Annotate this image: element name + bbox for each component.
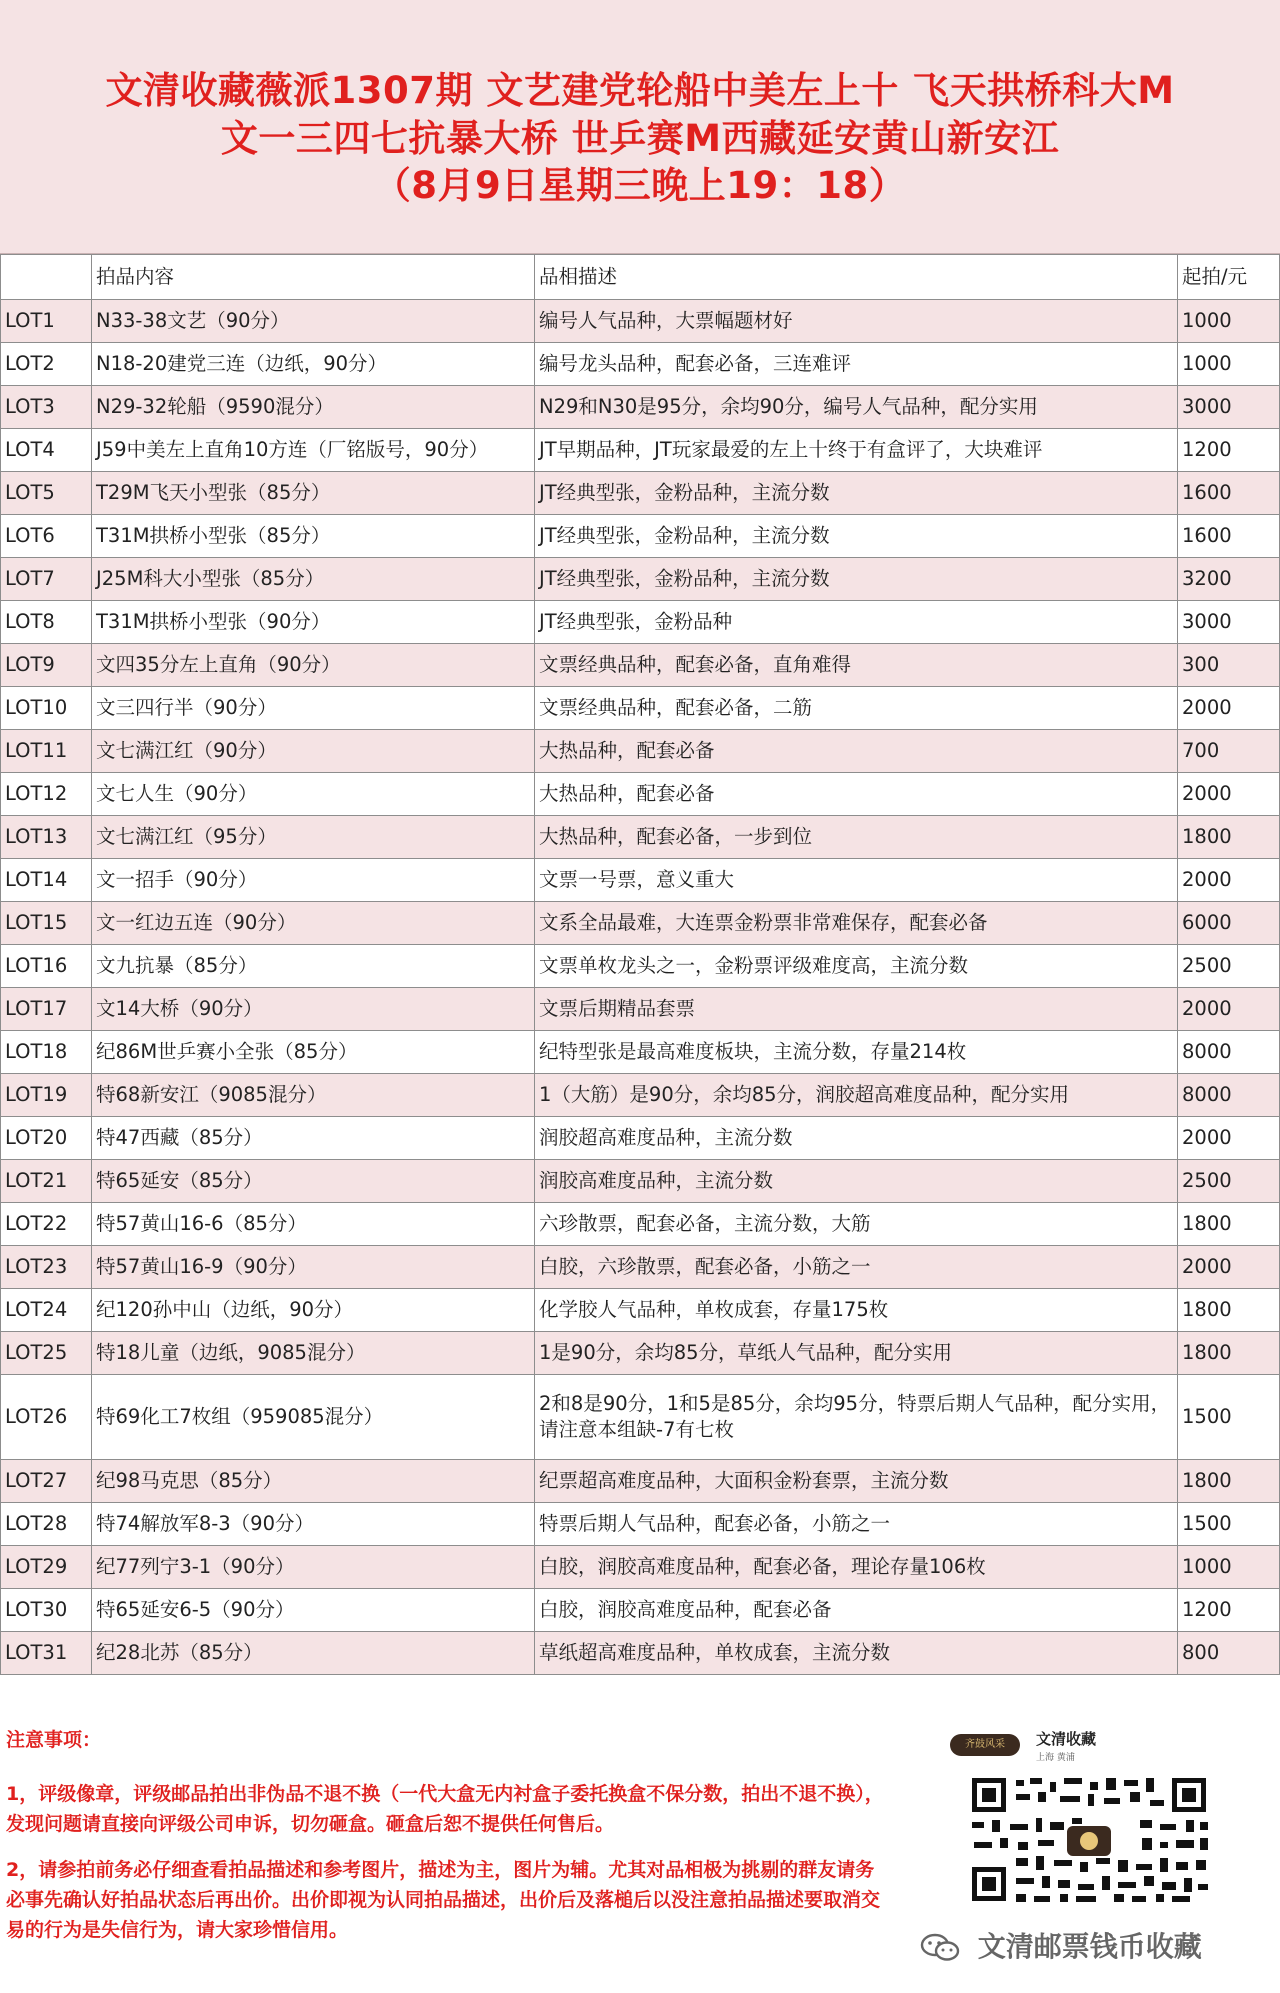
watermark-text: 文清邮票钱币收藏 bbox=[977, 1930, 1202, 1963]
cell-price: 1200 bbox=[1178, 429, 1280, 472]
cell-lot: LOT4 bbox=[1, 429, 92, 472]
wechat-icon bbox=[920, 1932, 960, 1964]
cell-item: 文七满江红（90分） bbox=[92, 730, 535, 773]
table-row bbox=[1, 1074, 1280, 1117]
cell-item: N18-20建党三连（边纸，90分） bbox=[92, 343, 535, 386]
cell-lot: LOT14 bbox=[1, 859, 92, 902]
lot-table bbox=[0, 254, 1280, 1675]
table-row bbox=[1, 1460, 1280, 1503]
table-row bbox=[1, 1546, 1280, 1589]
cell-lot: LOT7 bbox=[1, 558, 92, 601]
cell-price: 2000 bbox=[1178, 1246, 1280, 1289]
cell-item: J59中美左上直角10方连（厂铭版号，90分） bbox=[92, 429, 535, 472]
cell-desc: 文票单枚龙头之一，金粉票评级难度高，主流分数 bbox=[535, 945, 1178, 988]
cell-lot: LOT30 bbox=[1, 1589, 92, 1632]
table-row bbox=[1, 558, 1280, 601]
table-row bbox=[1, 988, 1280, 1031]
table-row bbox=[1, 1117, 1280, 1160]
table-row bbox=[1, 945, 1280, 988]
cell-lot: LOT23 bbox=[1, 1246, 92, 1289]
table-row bbox=[1, 1289, 1280, 1332]
cell-price: 1800 bbox=[1178, 1289, 1280, 1332]
table-row bbox=[1, 773, 1280, 816]
title-line-2: 文一三四七抗暴大桥 世乒赛M西藏延安黄山新安江 bbox=[220, 117, 1060, 160]
cell-lot: LOT13 bbox=[1, 816, 92, 859]
cell-desc: JT经典型张，金粉品种，主流分数 bbox=[535, 558, 1178, 601]
cell-desc: 润胶超高难度品种，主流分数 bbox=[535, 1117, 1178, 1160]
cell-desc: 1是90分，余均85分，草纸人气品种，配分实用 bbox=[535, 1332, 1178, 1375]
cell-lot: LOT26 bbox=[1, 1375, 92, 1460]
notes-title: 注意事项： bbox=[6, 1729, 102, 1751]
cell-item: 文九抗暴（85分） bbox=[92, 945, 535, 988]
table-row bbox=[1, 1031, 1280, 1074]
table-row bbox=[1, 1503, 1280, 1546]
cell-item: 纪98马克思（85分） bbox=[92, 1460, 535, 1503]
cell-desc: 白胶，润胶高难度品种，配套必备，理论存量106枚 bbox=[535, 1546, 1178, 1589]
cell-item: T31M拱桥小型张（90分） bbox=[92, 601, 535, 644]
table-row bbox=[1, 515, 1280, 558]
cell-lot: LOT11 bbox=[1, 730, 92, 773]
cell-lot: LOT25 bbox=[1, 1332, 92, 1375]
cell-item: N33-38文艺（90分） bbox=[92, 300, 535, 343]
cell-desc: N29和N30是95分，余均90分，编号人气品种，配分实用 bbox=[535, 386, 1178, 429]
cell-lot: LOT8 bbox=[1, 601, 92, 644]
cell-item: 特57黄山16-9（90分） bbox=[92, 1246, 535, 1289]
notes-section bbox=[6, 1725, 886, 1961]
table-row bbox=[1, 1332, 1280, 1375]
cell-price: 1000 bbox=[1178, 1546, 1280, 1589]
cell-price: 1000 bbox=[1178, 300, 1280, 343]
cell-lot: LOT20 bbox=[1, 1117, 92, 1160]
cell-lot: LOT27 bbox=[1, 1460, 92, 1503]
cell-desc: 大热品种，配套必备 bbox=[535, 773, 1178, 816]
note-item-1: 1，评级像章，评级邮品拍出非伪品不退不换（一代大盒无内衬盒子委托换盒不保分数，拍出不退不换），发现问题请直接向评级公司申诉，切勿砸盒。砸盒后恕不提供任何售后。 bbox=[6, 1783, 884, 1835]
table-row bbox=[1, 816, 1280, 859]
cell-price: 3000 bbox=[1178, 601, 1280, 644]
table-row bbox=[1, 1203, 1280, 1246]
cell-price: 2500 bbox=[1178, 945, 1280, 988]
cell-desc: 编号人气品种，大票幅题材好 bbox=[535, 300, 1178, 343]
cell-item: 文七人生（90分） bbox=[92, 773, 535, 816]
cell-item: 文四35分左上直角（90分） bbox=[92, 644, 535, 687]
table-row bbox=[1, 429, 1280, 472]
cell-desc: 草纸超高难度品种，单枚成套，主流分数 bbox=[535, 1632, 1178, 1675]
table-row bbox=[1, 859, 1280, 902]
cell-lot: LOT31 bbox=[1, 1632, 92, 1675]
cell-lot: LOT22 bbox=[1, 1203, 92, 1246]
cell-desc: 编号龙头品种，配套必备，三连难评 bbox=[535, 343, 1178, 386]
header-item: 拍品内容 bbox=[92, 255, 535, 300]
table-row bbox=[1, 1246, 1280, 1289]
cell-price: 1500 bbox=[1178, 1375, 1280, 1460]
table-row bbox=[1, 472, 1280, 515]
cell-desc: 大热品种，配套必备 bbox=[535, 730, 1178, 773]
title-line-1: 文清收藏薇派1307期 文艺建党轮船中美左上十 飞天拱桥科大M bbox=[105, 69, 1175, 112]
cell-desc: 文票经典品种，配套必备，直角难得 bbox=[535, 644, 1178, 687]
cell-desc: 文票一号票，意义重大 bbox=[535, 859, 1178, 902]
cell-desc: 特票后期人气品种，配套必备，小筋之一 bbox=[535, 1503, 1178, 1546]
table-row bbox=[1, 1375, 1280, 1460]
cell-desc: 1（大筋）是90分，余均85分，润胶超高难度品种，配分实用 bbox=[535, 1074, 1178, 1117]
cell-item: 文三四行半（90分） bbox=[92, 687, 535, 730]
cell-lot: LOT2 bbox=[1, 343, 92, 386]
table-row bbox=[1, 644, 1280, 687]
cell-price: 8000 bbox=[1178, 1074, 1280, 1117]
cell-lot: LOT21 bbox=[1, 1160, 92, 1203]
cell-price: 700 bbox=[1178, 730, 1280, 773]
cell-price: 1800 bbox=[1178, 1332, 1280, 1375]
table-row bbox=[1, 730, 1280, 773]
cell-lot: LOT3 bbox=[1, 386, 92, 429]
cell-lot: LOT29 bbox=[1, 1546, 92, 1589]
cell-item: 特47西藏（85分） bbox=[92, 1117, 535, 1160]
cell-desc: JT早期品种，JT玩家最爱的左上十终于有盒评了，大块难评 bbox=[535, 429, 1178, 472]
table-row bbox=[1, 300, 1280, 343]
cell-lot: LOT24 bbox=[1, 1289, 92, 1332]
table-row bbox=[1, 386, 1280, 429]
cell-price: 1500 bbox=[1178, 1503, 1280, 1546]
cell-price: 2000 bbox=[1178, 988, 1280, 1031]
cell-price: 3200 bbox=[1178, 558, 1280, 601]
cell-item: 纪86M世乒赛小全张（85分） bbox=[92, 1031, 535, 1074]
cell-price: 1000 bbox=[1178, 343, 1280, 386]
cell-price: 1600 bbox=[1178, 472, 1280, 515]
table-header-row bbox=[1, 255, 1280, 300]
cell-desc: 文票后期精品套票 bbox=[535, 988, 1178, 1031]
cell-item: T31M拱桥小型张（85分） bbox=[92, 515, 535, 558]
cell-price: 6000 bbox=[1178, 902, 1280, 945]
cell-lot: LOT9 bbox=[1, 644, 92, 687]
cell-lot: LOT15 bbox=[1, 902, 92, 945]
table-row bbox=[1, 601, 1280, 644]
table-row bbox=[1, 343, 1280, 386]
cell-item: J25M科大小型张（85分） bbox=[92, 558, 535, 601]
cell-item: 特68新安江（9085混分） bbox=[92, 1074, 535, 1117]
cell-item: 特65延安6-5（90分） bbox=[92, 1589, 535, 1632]
cell-price: 2000 bbox=[1178, 859, 1280, 902]
cell-item: 文一红边五连（90分） bbox=[92, 902, 535, 945]
cell-lot: LOT6 bbox=[1, 515, 92, 558]
cell-lot: LOT18 bbox=[1, 1031, 92, 1074]
cell-lot: LOT17 bbox=[1, 988, 92, 1031]
cell-desc: 白胶，润胶高难度品种，配套必备 bbox=[535, 1589, 1178, 1632]
title-line-3: （8月9日星期三晚上19：18） bbox=[373, 164, 907, 207]
cell-item: T29M飞天小型张（85分） bbox=[92, 472, 535, 515]
cell-price: 300 bbox=[1178, 644, 1280, 687]
cell-price: 1600 bbox=[1178, 515, 1280, 558]
cell-item: 文14大桥（90分） bbox=[92, 988, 535, 1031]
header-desc: 品相描述 bbox=[535, 255, 1178, 300]
cell-lot: LOT19 bbox=[1, 1074, 92, 1117]
cell-desc: 文票经典品种，配套必备，二筋 bbox=[535, 687, 1178, 730]
table-row bbox=[1, 1160, 1280, 1203]
cell-item: 特74解放军8-3（90分） bbox=[92, 1503, 535, 1546]
table-row bbox=[1, 1632, 1280, 1675]
cell-price: 2000 bbox=[1178, 687, 1280, 730]
cell-desc: 纪特型张是最高难度板块，主流分数，存量214枚 bbox=[535, 1031, 1178, 1074]
cell-desc: JT经典型张，金粉品种 bbox=[535, 601, 1178, 644]
cell-lot: LOT1 bbox=[1, 300, 92, 343]
cell-desc: 润胶高难度品种，主流分数 bbox=[535, 1160, 1178, 1203]
cell-desc: 2和8是90分，1和5是85分，余均95分，特票后期人气品种，配分实用，请注意本组缺-7有七枚 bbox=[535, 1375, 1178, 1460]
note-item-2: 2，请参拍前务必仔细查看拍品描述和参考图片，描述为主，图片为辅。尤其对品相极为挑剔的群友请务必事先确认好拍品状态后再出价。出价即视为认同拍品描述，出价后及落槌后以没注意拍品描述要取消交易的行为是失信行为，请大家珍惜信用。 bbox=[6, 1859, 881, 1941]
cell-price: 800 bbox=[1178, 1632, 1280, 1675]
table-row bbox=[1, 1589, 1280, 1632]
table-row bbox=[1, 687, 1280, 730]
cell-lot: LOT12 bbox=[1, 773, 92, 816]
table-row bbox=[1, 902, 1280, 945]
cell-item: 特65延安（85分） bbox=[92, 1160, 535, 1203]
cell-price: 2500 bbox=[1178, 1160, 1280, 1203]
watermark bbox=[920, 1925, 1202, 1965]
header-lot bbox=[1, 255, 92, 300]
cell-item: 文七满江红（95分） bbox=[92, 816, 535, 859]
cell-price: 2000 bbox=[1178, 1117, 1280, 1160]
cell-price: 3000 bbox=[1178, 386, 1280, 429]
cell-desc: JT经典型张，金粉品种，主流分数 bbox=[535, 515, 1178, 558]
cell-lot: LOT5 bbox=[1, 472, 92, 515]
cell-item: N29-32轮船（9590混分） bbox=[92, 386, 535, 429]
cell-item: 纪120孙中山（边纸，90分） bbox=[92, 1289, 535, 1332]
cell-lot: LOT28 bbox=[1, 1503, 92, 1546]
header-price: 起拍/元 bbox=[1178, 255, 1280, 300]
cell-item: 特18儿童（边纸，9085混分） bbox=[92, 1332, 535, 1375]
cell-desc: 文系全品最难，大连票金粉票非常难保存，配套必备 bbox=[535, 902, 1178, 945]
cell-item: 特57黄山16-6（85分） bbox=[92, 1203, 535, 1246]
cell-desc: 纪票超高难度品种，大面积金粉套票，主流分数 bbox=[535, 1460, 1178, 1503]
cell-price: 1800 bbox=[1178, 1203, 1280, 1246]
cell-desc: 白胶，六珍散票，配套必备，小筋之一 bbox=[535, 1246, 1178, 1289]
cell-price: 1800 bbox=[1178, 1460, 1280, 1503]
cell-desc: 六珍散票，配套必备，主流分数，大筋 bbox=[535, 1203, 1178, 1246]
cell-price: 1200 bbox=[1178, 1589, 1280, 1632]
cell-price: 8000 bbox=[1178, 1031, 1280, 1074]
qr-code-icon bbox=[964, 1772, 1214, 1907]
cell-desc: 大热品种，配套必备，一步到位 bbox=[535, 816, 1178, 859]
cell-item: 文一招手（90分） bbox=[92, 859, 535, 902]
qr-card bbox=[944, 1722, 1244, 1912]
qr-account-name: 文清收藏 bbox=[1036, 1730, 1097, 1748]
page-header bbox=[0, 0, 1280, 254]
cell-item: 纪28北苏（85分） bbox=[92, 1632, 535, 1675]
cell-item: 特69化工7枚组（959085混分） bbox=[92, 1375, 535, 1460]
qr-location: 上海 黄浦 bbox=[1036, 1753, 1075, 1763]
cell-price: 2000 bbox=[1178, 773, 1280, 816]
qr-badge: 齐鼓风采 bbox=[950, 1734, 1020, 1756]
cell-desc: JT经典型张，金粉品种，主流分数 bbox=[535, 472, 1178, 515]
cell-desc: 化学胶人气品种，单枚成套，存量175枚 bbox=[535, 1289, 1178, 1332]
cell-lot: LOT10 bbox=[1, 687, 92, 730]
cell-item: 纪77列宁3-1（90分） bbox=[92, 1546, 535, 1589]
cell-lot: LOT16 bbox=[1, 945, 92, 988]
cell-price: 1800 bbox=[1178, 816, 1280, 859]
